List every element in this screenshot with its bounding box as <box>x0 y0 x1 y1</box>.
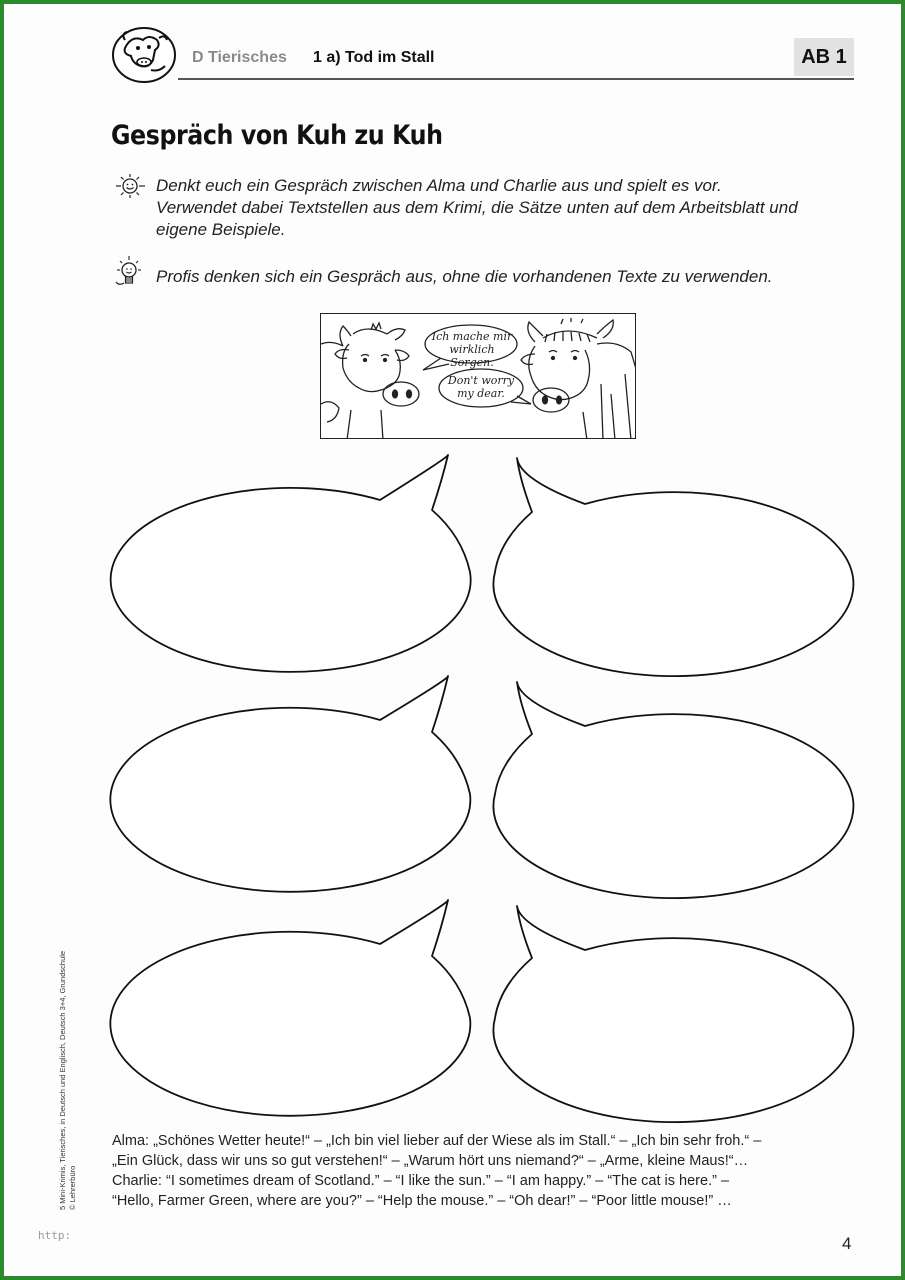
page-title: Gespräch von Kuh zu Kuh <box>111 120 443 151</box>
instruction-line: Verwendet dabei Textstellen aus dem Krimi, die Sätze unten auf dem Arbeitsblatt und <box>156 198 798 217</box>
category-label: D Tierisches <box>192 49 287 66</box>
comic-bubble-right-line: my dear. <box>457 387 505 400</box>
speech-bubble-right-2[interactable] <box>493 682 853 898</box>
topic-label: 1 a) Tod im Stall <box>313 49 435 66</box>
speech-bubble-left-3[interactable] <box>110 900 470 1116</box>
copyright-line: © Lehrerbüro <box>68 1165 77 1210</box>
sentence-line: Charlie: “I sometimes dream of Scotland.” – “I like the sun.” – “I am happy.” – “The cat is here.” – <box>112 1173 730 1189</box>
sentence-list <box>112 1131 761 1211</box>
sentence-line: „Ein Glück, dass wir uns so gut verstehen!“ – „Warum hört uns niemand?“ – „Arme, kleine Maus!“… <box>112 1153 749 1169</box>
speech-bubble-right-3[interactable] <box>493 906 853 1122</box>
comic-bubble-left-line: wirklich Sorgen. <box>449 343 495 369</box>
page-number: 4 <box>842 1234 852 1253</box>
comic-bubble-left-line: Ich mache mir <box>431 330 513 343</box>
instruction-pro: Profis denken sich ein Gespräch aus, ohne die vorhandenen Texte zu verwenden. <box>156 267 773 286</box>
sentence-line: “Hello, Farmer Green, where are you?” – “Help the mouse.” – “Oh dear!” – “Poor little mouse!” … <box>112 1193 732 1209</box>
comic-bubble-right-line: Don't worry <box>447 374 515 387</box>
sentence-line: Alma: „Schönes Wetter heute!“ – „Ich bin viel lieber auf der Wiese als im Stall.“ – „Ich bin sehr froh.“ – <box>112 1133 762 1149</box>
sheet-label-badge: AB 1 <box>794 38 854 76</box>
instruction-line: Denkt euch ein Gespräch zwischen Alma und Charlie aus und spielt es vor. <box>156 176 722 195</box>
instruction-line: eigene Beispiele. <box>156 220 286 239</box>
url-fragment: http: <box>38 1229 72 1242</box>
copyright-note <box>58 880 78 1210</box>
speech-bubble-left-1[interactable] <box>111 455 471 672</box>
speech-bubble-right-1[interactable] <box>493 458 853 676</box>
speech-bubble-left-2[interactable] <box>110 676 470 892</box>
copyright-line: 5 Mini-Krimis, Tierisches, in Deutsch und Englisch, Deutsch 3+4, Grundschule <box>58 950 67 1210</box>
